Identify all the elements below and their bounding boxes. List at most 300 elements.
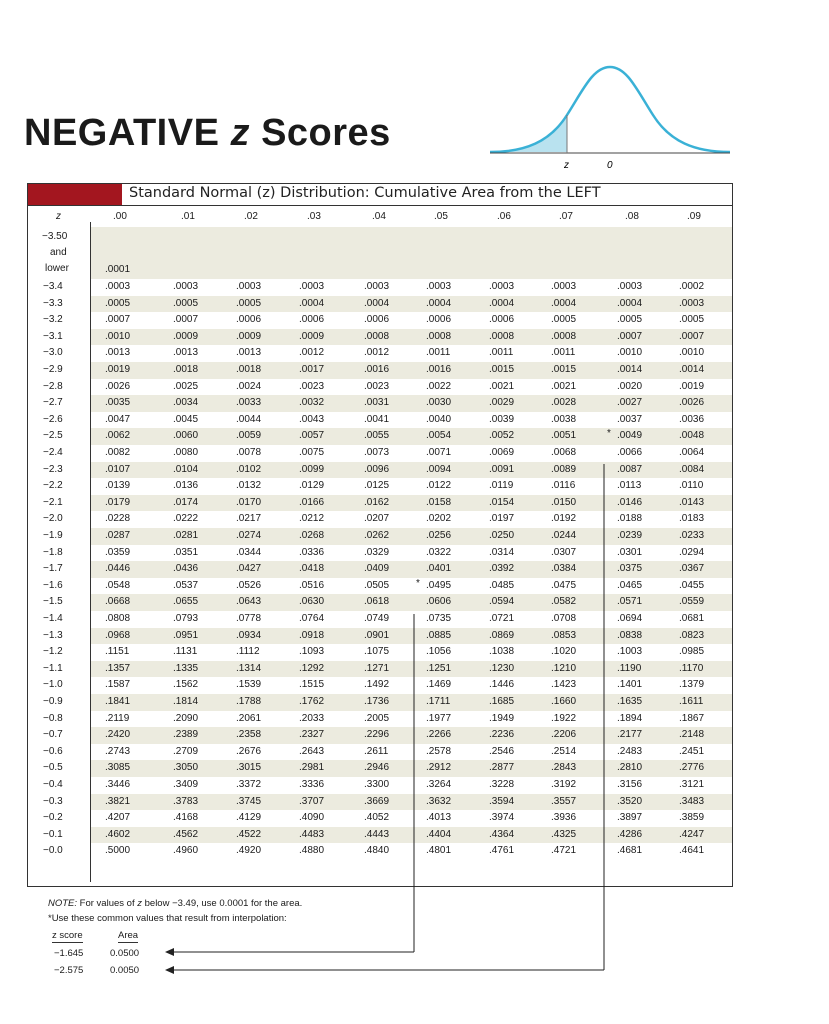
table-cell: .0020 <box>617 380 643 392</box>
table-cell: .0274 <box>236 530 262 541</box>
table-cell: .0023 <box>299 380 325 392</box>
table-row <box>28 312 732 329</box>
table-row <box>28 594 732 611</box>
table-cell: .1492 <box>364 679 390 691</box>
table-cell: .2358 <box>236 729 262 741</box>
table-cell: .0006 <box>364 314 390 326</box>
table-cell: .0011 <box>489 347 514 359</box>
interp-z-header: z score <box>52 930 83 941</box>
table-cell: .0009 <box>236 330 262 342</box>
table-cell: .0028 <box>551 397 577 409</box>
table-cell: .4483 <box>299 828 325 840</box>
table-cell: .0985 <box>679 646 705 658</box>
table-cell: .0014 <box>679 364 705 375</box>
table-cell: .0017 <box>299 364 325 375</box>
z-value-label: −1.9 <box>43 530 63 541</box>
table-cell: .0087 <box>617 463 643 475</box>
table-cell: .1190 <box>617 662 642 674</box>
table-cell: .0007 <box>679 330 705 342</box>
table-cell: .0080 <box>173 447 199 458</box>
table-cell: .0359 <box>105 546 131 558</box>
table-cell: .3859 <box>679 812 705 824</box>
table-cell: .4562 <box>173 828 199 840</box>
table-cell: .0537 <box>173 579 199 591</box>
page-title <box>24 112 391 155</box>
connector-arrow-2575 <box>165 966 174 974</box>
table-cell: .1539 <box>236 679 262 691</box>
table-cell: .0016 <box>426 364 452 375</box>
table-cell: .0104 <box>173 463 199 475</box>
table-cell: .3632 <box>426 795 452 807</box>
column-header: .09 <box>687 211 701 222</box>
table-cell: .0239 <box>617 530 643 541</box>
table-note <box>48 896 302 926</box>
table-row <box>28 445 732 462</box>
table-cell: .1446 <box>489 679 515 691</box>
table-cell: .0025 <box>173 380 199 392</box>
table-cell: .3300 <box>364 779 390 790</box>
table-cell: .0301 <box>617 546 643 558</box>
table-cell: .0036 <box>679 413 705 425</box>
table-cell: .0162 <box>364 496 390 508</box>
table-cell: .0143 <box>679 496 705 508</box>
table-cell: .0013 <box>173 347 199 359</box>
table-cell: .1867 <box>679 712 705 724</box>
table-row <box>28 495 732 512</box>
table-cell: .0618 <box>364 596 390 608</box>
table-cell: .0004 <box>489 297 515 309</box>
table-cell: .0015 <box>489 364 515 375</box>
table-cell: .0228 <box>105 513 131 525</box>
table-cell: .0003 <box>426 281 452 292</box>
table-cell: .4129 <box>236 812 262 824</box>
table-cell: .2981 <box>299 762 325 774</box>
table-cell: .4090 <box>299 812 325 824</box>
table-cell: .0026 <box>679 397 705 409</box>
table-cell: .4168 <box>173 812 199 824</box>
table-cell: .4013 <box>426 812 452 824</box>
table-cell: .2483 <box>617 745 643 757</box>
table-row <box>28 777 732 794</box>
table-cell: .0183 <box>679 513 705 525</box>
table-cell: .0003 <box>551 281 577 292</box>
z-value-label: −2.6 <box>43 413 63 425</box>
z-value-label: −0.4 <box>43 779 63 790</box>
table-cell: .1685 <box>489 696 515 707</box>
table-cell: .0721 <box>489 613 515 624</box>
table-cell: .0630 <box>299 596 325 608</box>
table-cell: .0099 <box>299 463 325 475</box>
curve-z-label: z <box>564 160 569 171</box>
table-cell: .0004 <box>551 297 577 309</box>
column-header: .06 <box>497 211 511 222</box>
table-cell: .2236 <box>489 729 515 741</box>
table-cell: .0594 <box>489 596 515 608</box>
column-header: .07 <box>559 211 573 222</box>
table-cell: .1020 <box>551 646 577 658</box>
table-cell: .0351 <box>173 546 199 558</box>
table-cell: .0078 <box>236 447 262 458</box>
table-cell: .0606 <box>426 596 452 608</box>
table-cell: .0003 <box>236 281 262 292</box>
table-cell: .0003 <box>679 297 705 309</box>
column-header: .02 <box>244 211 258 222</box>
table-cell: .0071 <box>426 447 452 458</box>
title-main: NEGATIVE <box>24 112 220 154</box>
table-cell: .0015 <box>551 364 577 375</box>
table-cell: .0082 <box>105 447 131 458</box>
table-cell: .2676 <box>236 745 262 757</box>
table-cell: .3557 <box>551 795 577 807</box>
z-value-label: −0.8 <box>43 712 63 724</box>
table-cell: .0446 <box>105 563 131 575</box>
table-cell: .0033 <box>236 397 262 409</box>
table-cell: .1788 <box>236 696 262 707</box>
table-row <box>28 395 732 412</box>
table-cell: .0014 <box>617 364 643 375</box>
table-cell: .0110 <box>679 480 704 492</box>
z-value-label: −0.0 <box>43 845 63 857</box>
table-accent-block <box>28 184 122 205</box>
table-cell: .1357 <box>105 662 131 674</box>
interp-area-1: 0.0500 <box>110 948 140 959</box>
table-cell: .3783 <box>173 795 199 807</box>
table-cell: .0004 <box>617 297 643 309</box>
table-cell: .0197 <box>489 513 515 525</box>
table-cell: .0040 <box>426 413 452 425</box>
table-cell: .0062 <box>105 430 131 442</box>
interpolation-star-marker: * <box>607 428 611 440</box>
table-cell: .0918 <box>299 629 325 641</box>
table-cell: .4364 <box>489 828 515 840</box>
table-cell: .0314 <box>489 546 515 558</box>
table-cell: .0418 <box>299 563 325 575</box>
table-cell: .2148 <box>679 729 705 741</box>
table-row <box>28 528 732 545</box>
table-row <box>28 727 732 744</box>
table-cell: .0367 <box>679 563 705 575</box>
table-cell: .0035 <box>105 397 131 409</box>
table-cell: .5000 <box>105 845 131 857</box>
table-cell: .0005 <box>679 314 705 326</box>
table-cell: .0013 <box>105 347 131 359</box>
table-cell: .1112 <box>236 646 260 658</box>
z-value-label: −0.2 <box>43 812 63 824</box>
table-cell: .0019 <box>105 364 131 375</box>
table-cell: .0901 <box>364 629 390 641</box>
table-cell: .0392 <box>489 563 515 575</box>
z-value-label: −3.2 <box>43 314 63 326</box>
table-cell: .0869 <box>489 629 515 641</box>
table-cell: .0003 <box>489 281 515 292</box>
table-cell: .0217 <box>236 513 262 525</box>
table-cell: .4681 <box>617 845 643 857</box>
table-cell: .4247 <box>679 828 705 840</box>
table-cell: .0838 <box>617 629 643 641</box>
row-shading <box>91 227 732 279</box>
table-cell: .3897 <box>617 812 643 824</box>
table-cell: .0708 <box>551 613 577 624</box>
table-cell: .1894 <box>617 712 643 724</box>
table-cell: .2005 <box>364 712 390 724</box>
table-row <box>28 345 732 362</box>
table-cell: .0934 <box>236 629 262 641</box>
table-cell: .0069 <box>489 447 515 458</box>
table-cell: .2546 <box>489 745 515 757</box>
table-cell: .0018 <box>236 364 262 375</box>
z-value-label: −3.50 <box>42 231 68 242</box>
table-row <box>28 644 732 661</box>
table-cell: .0021 <box>551 380 577 392</box>
table-cell: .1660 <box>551 696 577 707</box>
table-cell: .1292 <box>299 662 325 674</box>
table-cell: .0005 <box>551 314 577 326</box>
table-cell: .0505 <box>364 579 390 591</box>
table-row <box>28 843 732 860</box>
table-cell: .0207 <box>364 513 390 525</box>
table-cell: .0003 <box>299 281 325 292</box>
z-value-label: −2.4 <box>43 447 63 458</box>
table-cell: .1210 <box>551 662 577 674</box>
z-value-label: −3.1 <box>43 330 63 342</box>
table-cell: .0322 <box>426 546 452 558</box>
table-cell: .0222 <box>173 513 199 525</box>
note-text-a: For values of <box>77 898 138 909</box>
table-row <box>28 711 732 728</box>
table-cell: .3156 <box>617 779 643 790</box>
table-cell: .1423 <box>551 679 577 691</box>
table-cell: .0010 <box>679 347 705 359</box>
table-header-band <box>28 184 732 206</box>
table-cell: .4286 <box>617 828 643 840</box>
table-cell: .0002 <box>679 281 705 292</box>
table-cell: .1736 <box>364 696 390 707</box>
table-cell: .0010 <box>105 330 131 342</box>
column-headers <box>28 206 732 228</box>
table-row <box>28 810 732 827</box>
table-cell: .0119 <box>489 480 514 492</box>
table-cell: .0052 <box>489 430 515 442</box>
interp-area-header: Area <box>118 930 139 941</box>
table-cell: .3483 <box>679 795 705 807</box>
table-cell: .1611 <box>679 696 704 707</box>
table-cell: .0004 <box>299 297 325 309</box>
table-cell: .1841 <box>105 696 131 707</box>
table-cell: .3372 <box>236 779 262 790</box>
table-row <box>28 379 732 396</box>
table-cell: .0409 <box>364 563 390 575</box>
table-cell: .1335 <box>173 662 199 674</box>
z-value-label: −1.4 <box>43 613 63 624</box>
table-cell: .1922 <box>551 712 577 724</box>
table-cell: .0037 <box>617 413 643 425</box>
table-cell: .0008 <box>551 330 577 342</box>
table-cell: .0668 <box>105 596 131 608</box>
table-cell: .1469 <box>426 679 452 691</box>
table-cell: .0401 <box>426 563 452 575</box>
table-cell: .3015 <box>236 762 262 774</box>
table-cell: .3936 <box>551 812 577 824</box>
table-cell: .0559 <box>679 596 705 608</box>
table-cell: .1977 <box>426 712 452 724</box>
table-cell: .0027 <box>617 397 643 409</box>
table-cell: .2810 <box>617 762 643 774</box>
table-cell: .0041 <box>364 413 390 425</box>
table-cell: .4920 <box>236 845 262 857</box>
table-cell: .0129 <box>299 480 325 492</box>
table-cell: .0951 <box>173 629 199 641</box>
table-cell: .0778 <box>236 613 262 624</box>
table-cell: .3336 <box>299 779 325 790</box>
table-cell: .0012 <box>299 347 325 359</box>
table-cell: .0188 <box>617 513 643 525</box>
column-header: .03 <box>307 211 321 222</box>
table-cell: .0007 <box>173 314 199 326</box>
table-cell: .1515 <box>299 679 325 691</box>
table-row <box>28 661 732 678</box>
table-cell: .0294 <box>679 546 705 558</box>
table-cell: .0113 <box>617 480 642 492</box>
table-cell: .0154 <box>489 496 515 508</box>
table-cell: .2776 <box>679 762 705 774</box>
table-cell: .4602 <box>105 828 131 840</box>
table-cell: .0084 <box>679 463 705 475</box>
table-cell: .1635 <box>617 696 643 707</box>
table-cell: .3594 <box>489 795 515 807</box>
table-cell: .4522 <box>236 828 262 840</box>
table-cell: .0048 <box>679 430 705 442</box>
table-cell: .0094 <box>426 463 452 475</box>
table-row <box>28 329 732 346</box>
table-cell: .0007 <box>617 330 643 342</box>
z-value-label: −1.2 <box>43 646 63 658</box>
z-column-header: z <box>56 211 61 222</box>
table-cell: .2843 <box>551 762 577 774</box>
table-cell: .0004 <box>426 297 452 309</box>
table-cell: .0485 <box>489 579 515 591</box>
table-cell: .0166 <box>299 496 325 508</box>
table-cell: .0018 <box>173 364 199 375</box>
table-cell: .2514 <box>551 745 577 757</box>
table-cell: .4325 <box>551 828 577 840</box>
table-row <box>28 744 732 761</box>
table-cell: .0122 <box>426 480 452 492</box>
table-row <box>28 296 732 313</box>
z-value-label: −0.9 <box>43 696 63 707</box>
table-cell: .2611 <box>364 745 389 757</box>
table-cell: .0004 <box>364 297 390 309</box>
connector-arrow-1645 <box>165 948 174 956</box>
table-cell: .0655 <box>173 596 199 608</box>
z-value-label: and <box>50 247 67 258</box>
table-cell: .1251 <box>426 662 452 674</box>
z-value-label: −3.3 <box>43 297 63 309</box>
table-cell: .0032 <box>299 397 325 409</box>
z-value-label: −1.8 <box>43 546 63 558</box>
table-cell: .4840 <box>364 845 390 857</box>
interpolation-star-marker: * <box>416 577 420 589</box>
table-cell: .0202 <box>426 513 452 525</box>
table-cell: .0031 <box>364 397 390 409</box>
table-row <box>28 462 732 479</box>
table-row <box>28 412 732 429</box>
note-z: z <box>137 898 142 909</box>
table-cell: .2119 <box>105 712 130 724</box>
table-cell: .3121 <box>679 779 705 790</box>
table-cell: .0029 <box>489 397 515 409</box>
table-cell: .4207 <box>105 812 131 824</box>
table-cell: .0495 <box>426 579 452 591</box>
table-cell: .0344 <box>236 546 262 558</box>
table-cell: .0256 <box>426 530 452 541</box>
table-cell: .0516 <box>299 579 325 591</box>
table-cell: .2266 <box>426 729 452 741</box>
table-cell: .2090 <box>173 712 199 724</box>
table-cell: .3707 <box>299 795 325 807</box>
interp-z-1: −1.645 <box>54 948 84 959</box>
table-cell: .0047 <box>105 413 131 425</box>
table-cell: .0019 <box>679 380 705 392</box>
z-value-label: −0.6 <box>43 745 63 757</box>
column-header: .05 <box>434 211 448 222</box>
table-cell: .0051 <box>551 430 577 442</box>
table-cell: .0455 <box>679 579 705 591</box>
table-cell: .0009 <box>173 330 199 342</box>
table-cell: .4443 <box>364 828 390 840</box>
table-cell: .0132 <box>236 480 262 492</box>
table-cell: .0968 <box>105 629 131 641</box>
table-cell: .1949 <box>489 712 515 724</box>
table-cell: .1230 <box>489 662 515 674</box>
table-row <box>28 362 732 379</box>
title-rest: Scores <box>261 112 391 154</box>
table-cell: .0005 <box>617 314 643 326</box>
table-cell: .0039 <box>489 413 515 425</box>
table-cell: .0044 <box>236 413 262 425</box>
table-cell: .0068 <box>551 447 577 458</box>
table-cell: .0009 <box>299 330 325 342</box>
table-cell: .0073 <box>364 447 390 458</box>
table-cell: .1401 <box>617 679 643 691</box>
note-prefix: NOTE: <box>48 898 78 909</box>
table-cell: .3085 <box>105 762 131 774</box>
table-cell: .0013 <box>236 347 262 359</box>
z-table <box>27 183 733 887</box>
table-cell: .0244 <box>551 530 577 541</box>
table-cell: .1711 <box>426 696 451 707</box>
table-cell: .0793 <box>173 613 199 624</box>
table-cell: .0384 <box>551 563 577 575</box>
z-value-label: −2.8 <box>43 380 63 392</box>
table-cell: .3974 <box>489 812 515 824</box>
table-cell: .0066 <box>617 447 643 458</box>
table-cell: .0823 <box>679 629 705 641</box>
table-row <box>28 611 732 628</box>
table-cell: .0125 <box>364 480 390 492</box>
table-cell: .0010 <box>617 347 643 359</box>
table-cell: .0329 <box>364 546 390 558</box>
table-cell: .3520 <box>617 795 643 807</box>
table-cell: .0075 <box>299 447 325 458</box>
table-cell: .4960 <box>173 845 199 857</box>
table-cell: .0043 <box>299 413 325 425</box>
table-cell: .0136 <box>173 480 199 492</box>
table-cell: .0003 <box>617 281 643 292</box>
z-value-label: −0.5 <box>43 762 63 774</box>
table-cell: .0281 <box>173 530 199 541</box>
table-cell: .1038 <box>489 646 515 658</box>
table-cell: .2033 <box>299 712 325 724</box>
